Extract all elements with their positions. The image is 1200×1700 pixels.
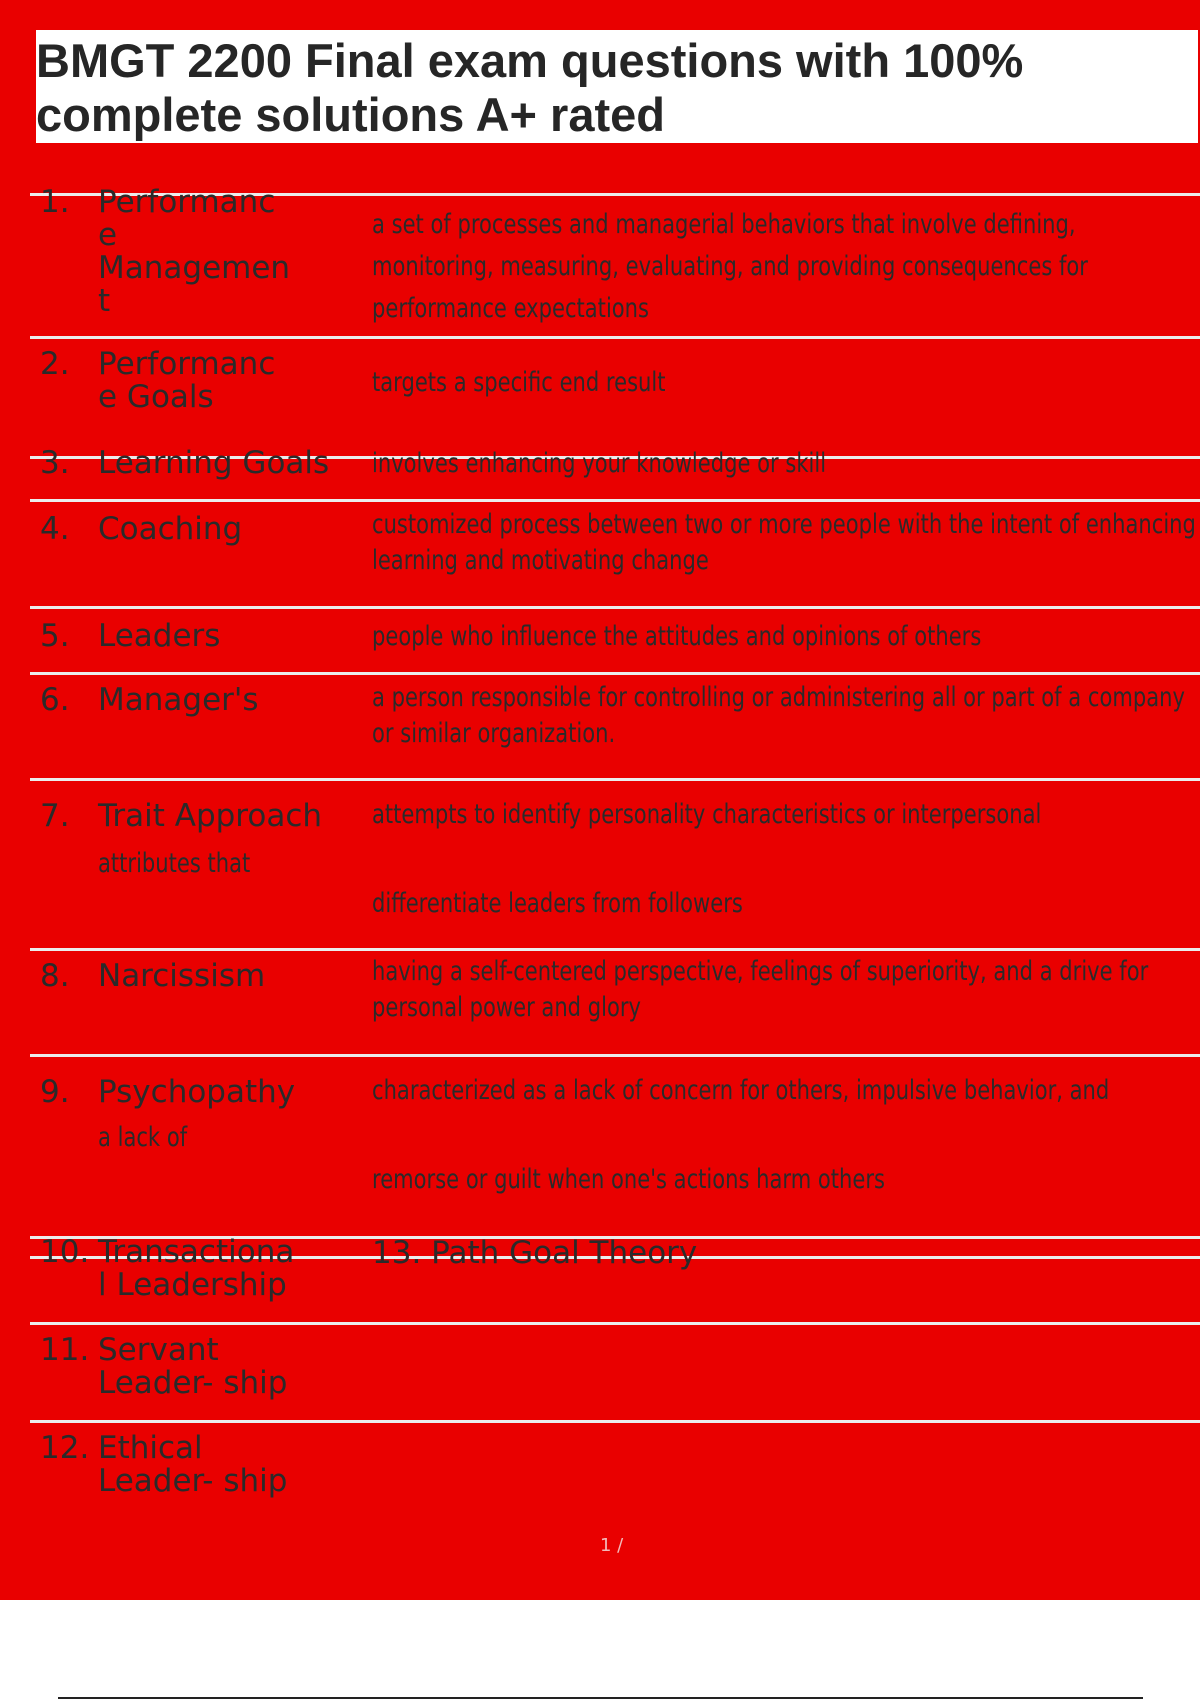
- item-definition-continuation: a lack of: [98, 1122, 188, 1153]
- item-number: 1.: [40, 184, 70, 220]
- item-definition-continuation: attributes that: [98, 848, 251, 879]
- item-term: Manager's: [98, 682, 259, 718]
- item-definition: having a self-centered perspective, feelings of superiority, and a drive for personal power and glory: [372, 956, 1149, 1023]
- item-term: Psychopathy: [98, 1074, 296, 1110]
- footer-divider: [58, 1697, 1143, 1699]
- item-number: 6.: [40, 682, 70, 718]
- item-number: 8.: [40, 958, 70, 994]
- item-term: Transactiona l Leadership: [98, 1234, 295, 1303]
- item-term: Leaders: [98, 618, 221, 654]
- item-term: Performanc e Goals: [98, 346, 276, 415]
- item-term: Performanc e Managemen t: [98, 184, 291, 319]
- item-term: Narcissism: [98, 958, 266, 994]
- item-definition: targets a specific end result: [372, 367, 666, 398]
- item-number: 9.: [40, 1074, 70, 1110]
- item-definition-continuation: differentiate leaders from followers: [372, 888, 743, 919]
- item-term: Servant Leader- ship: [98, 1332, 288, 1401]
- item-term: Ethical Leader- ship: [98, 1430, 288, 1499]
- item-definition: attempts to identify personality characteristics or interpersonal: [372, 799, 1042, 830]
- item-number: 10.: [40, 1234, 90, 1270]
- row-divider: [30, 336, 1200, 339]
- row-divider: [30, 1420, 1200, 1423]
- item-number: 12.: [40, 1430, 90, 1466]
- item-definition: characterized as a lack of concern for others, impulsive behavior, and: [372, 1075, 1110, 1106]
- item-definition: involves enhancing your knowledge or skill: [372, 448, 827, 479]
- row-divider: [30, 606, 1200, 609]
- row-divider: [30, 778, 1200, 781]
- item-number: 7.: [40, 798, 70, 834]
- row-divider: [30, 672, 1200, 675]
- item-term: Learning Goals: [98, 445, 330, 481]
- item-number: 5.: [40, 618, 70, 654]
- row-divider: [30, 499, 1200, 502]
- item-definition-continuation: remorse or guilt when one's actions harm others: [372, 1164, 885, 1195]
- item-number: 11.: [40, 1332, 90, 1368]
- item-term: Trait Approach: [98, 798, 323, 834]
- item-definition: customized process between two or more people with the intent of enhancing learning and motivating change: [372, 509, 1196, 576]
- item-term: Coaching: [98, 511, 243, 547]
- item-definition: a person responsible for controlling or administering all or part of a company or similar organization.: [372, 682, 1185, 749]
- item-definition: 13. Path Goal Theory: [372, 1235, 698, 1271]
- item-number: 2.: [40, 346, 70, 382]
- row-divider: [30, 948, 1200, 951]
- title-box: [36, 30, 1198, 143]
- row-divider: [30, 1322, 1200, 1325]
- page-number: 1 /: [600, 1535, 624, 1556]
- item-number: 3.: [40, 445, 70, 481]
- document-title: BMGT 2200 Final exam questions with 100% complete solutions A+ rated: [36, 34, 1024, 141]
- item-definition: a set of processes and managerial behaviors that involve defining, monitoring, measuring, evaluating, and providing consequences for performance expectations: [372, 209, 1088, 324]
- item-definition: people who influence the attitudes and opinions of others: [372, 621, 982, 652]
- row-divider: [30, 1054, 1200, 1057]
- item-number: 4.: [40, 511, 70, 547]
